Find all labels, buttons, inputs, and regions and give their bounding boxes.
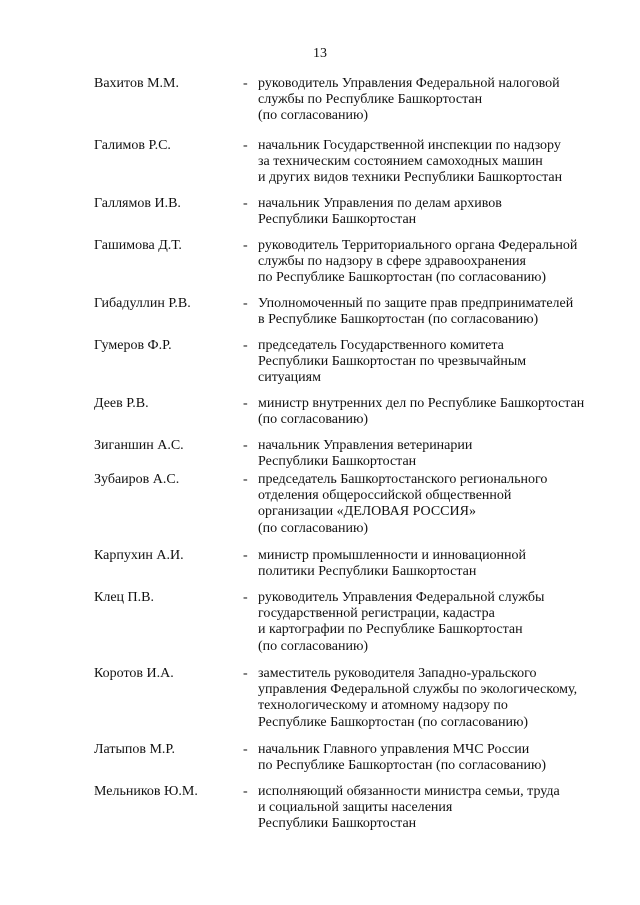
- member-dash: -: [243, 472, 248, 487]
- member-position-line: политики Республики Башкортостан: [258, 564, 477, 580]
- member-position-line: и картографии по Республике Башкортостан: [258, 622, 523, 638]
- member-dash: -: [243, 548, 248, 563]
- member-position-line: отделения общероссийской общественной: [258, 488, 512, 504]
- member-name: Гибадуллин Р.В.: [94, 296, 191, 311]
- member-position-line: начальник Управления по делам архивов: [258, 196, 502, 211]
- member-position-line: и социальной защиты населения: [258, 800, 453, 816]
- member-position-line: исполняющий обязанности министра семьи, труда: [258, 784, 560, 799]
- member-position-line: организации «ДЕЛОВАЯ РОССИЯ»: [258, 504, 476, 520]
- member-name: Гашимова Д.Т.: [94, 238, 182, 253]
- member-position: [258, 238, 618, 287]
- member-position-line: начальник Государственной инспекции по надзору: [258, 138, 561, 153]
- member-position-line: (по согласованию): [258, 520, 369, 536]
- member-name: Галлямов И.В.: [94, 196, 181, 211]
- member-position-line: Уполномоченный по защите прав предпринимателей: [258, 296, 574, 311]
- member-position: [258, 138, 618, 187]
- member-position-line: министр внутренних дел по Республике Башкортостан: [258, 396, 585, 411]
- member-dash: -: [243, 196, 248, 211]
- member-position-line: (по согласованию): [258, 108, 369, 124]
- member-name: Зиганшин А.С.: [94, 438, 184, 453]
- member-position-line: председатель Государственного комитета: [258, 338, 504, 353]
- member-dash: -: [243, 296, 248, 311]
- member-name: Клец П.В.: [94, 590, 154, 605]
- page-number: 13: [313, 46, 327, 61]
- member-position-line: по Республике Башкортостан (по согласованию): [258, 270, 547, 286]
- member-dash: -: [243, 742, 248, 757]
- member-name: Зубаиров А.С.: [94, 472, 180, 487]
- member-name: Галимов Р.С.: [94, 138, 171, 153]
- member-position-line: государственной регистрации, кадастра: [258, 606, 495, 622]
- member-position-line: и других видов техники Республики Башкортостан: [258, 170, 563, 186]
- member-dash: -: [243, 784, 248, 799]
- member-name: Гумеров Ф.Р.: [94, 338, 172, 353]
- member-position: [258, 472, 618, 537]
- member-position-line: руководитель Территориального органа Федеральной: [258, 238, 578, 253]
- member-dash: -: [243, 590, 248, 605]
- member-name: Деев Р.В.: [94, 396, 149, 411]
- member-position-line: Республики Башкортостан: [258, 816, 417, 832]
- member-position-line: председатель Башкортостанского регионального: [258, 472, 548, 487]
- member-position-line: министр промышленности и инновационной: [258, 548, 527, 563]
- member-position-line: начальник Управления ветеринарии: [258, 438, 473, 453]
- member-position-line: (по согласованию): [258, 412, 369, 428]
- member-position-line: (по согласованию): [258, 638, 369, 654]
- member-position: [258, 196, 618, 228]
- member-dash: -: [243, 138, 248, 153]
- member-dash: -: [243, 238, 248, 253]
- member-dash: -: [243, 338, 248, 353]
- member-dash: -: [243, 76, 248, 91]
- member-position-line: Республики Башкортостан по чрезвычайным: [258, 354, 527, 370]
- member-position-line: Республики Башкортостан: [258, 454, 417, 470]
- member-position-line: Республики Башкортостан: [258, 212, 417, 228]
- member-position: [258, 338, 618, 387]
- member-position-line: за техническим состоянием самоходных машин: [258, 154, 543, 170]
- member-position: [258, 666, 618, 731]
- member-position: [258, 742, 618, 774]
- member-name: Коротов И.А.: [94, 666, 174, 681]
- member-position-line: руководитель Управления Федеральной службы: [258, 590, 545, 605]
- member-name: Латыпов М.Р.: [94, 742, 175, 757]
- member-name: Вахитов М.М.: [94, 76, 179, 91]
- member-position: [258, 784, 618, 833]
- member-name: Мельников Ю.М.: [94, 784, 198, 799]
- member-position-line: службы по надзору в сфере здравоохранения: [258, 254, 526, 270]
- member-position-line: ситуациям: [258, 370, 321, 386]
- member-position-line: Республике Башкортостан (по согласованию): [258, 714, 529, 730]
- member-position-line: в Республике Башкортостан (по согласованию): [258, 312, 539, 328]
- member-dash: -: [243, 438, 248, 453]
- member-position-line: управления Федеральной службы по экологическому,: [258, 682, 578, 698]
- member-name: Карпухин А.И.: [94, 548, 184, 563]
- member-position-line: руководитель Управления Федеральной налоговой: [258, 76, 560, 91]
- member-position: [258, 438, 618, 470]
- member-position: [258, 396, 618, 428]
- member-position-line: службы по Республике Башкортостан: [258, 92, 483, 108]
- member-position-line: по Республике Башкортостан (по согласованию): [258, 758, 547, 774]
- member-position: [258, 296, 618, 328]
- member-dash: -: [243, 396, 248, 411]
- member-dash: -: [243, 666, 248, 681]
- member-position: [258, 76, 618, 125]
- member-position-line: заместитель руководителя Западно-уральского: [258, 666, 537, 681]
- member-position-line: начальник Главного управления МЧС России: [258, 742, 530, 757]
- member-position: [258, 548, 618, 580]
- member-position-line: технологическому и атомному надзору по: [258, 698, 508, 714]
- member-position: [258, 590, 618, 655]
